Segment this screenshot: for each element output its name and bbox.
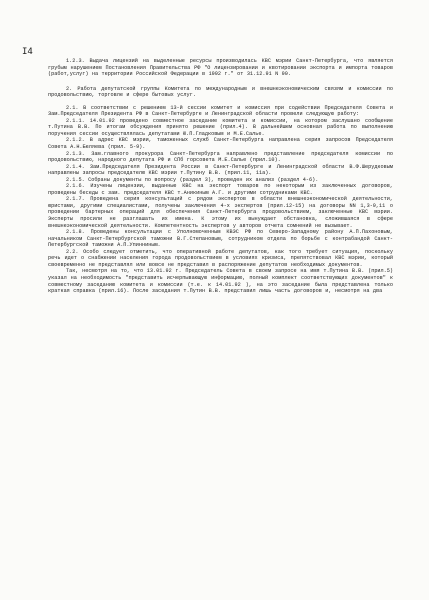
section-2-heading: 2. Работа депутатской группы Комитета по международным и внешнеэкономическим связям и комиссии по продовольствию, торговле и сфере бытовых услуг. xyxy=(48,85,393,99)
paragraph-2-1-8: 2.1.8. Проведены консультации с Уполномоченным КВЭС РФ по Северо-Западному району А.П.Пахоновым, начальником Санкт-Петербургской таможни В.Г.Степановым, сотрудником отдела по борьбе с контрабандой Санкт-Петербургской таможни А.П.Упинниным. xyxy=(48,229,393,249)
document-body xyxy=(48,58,393,295)
paragraph-2-1-1: 2.1.1. 14.01.92 проведено совместное заседание комитета и комиссии, на котором заслушано сообщение т.Путина В.В. По итогам обсуждения принято решение (прил.4). В дальнейшем основная работа по выполнению поручения сессии осуществлялась депутатами Ю.П.Гладковым и М.Е.Салье. xyxy=(48,117,393,137)
paragraph-2-1-6: 2.1.6. Изучены лицензии, выданные КВС на экспорт товаров по некоторым из заключенных договоров, проведены беседы с зам. председателя КВС т.Аникиным А.Г. и другими сотрудниками КВС. xyxy=(48,183,393,196)
paragraph-2-1-4: 2.1.4. Зам.Председателя Президента России в Санкт-Петербурге и Ленинградской области В.Ф.Шерудковым направлены запросы председателю КВС мэрии т.Путину В.В. (прил.11, 11а). xyxy=(48,163,393,177)
paragraph-2-1-2: 2.1.2. В адрес КВС мэрии, таможенных служб Санкт-Петербурга направлена серия запросов Председателя Совета А.Н.Беляева (прил. 5-9). xyxy=(48,137,393,151)
paragraph-2-1: 2.1. В соответствии с решением 13-й сессии комитет и комиссия при содействии Председателя Совета и Зам.Председателя Президента РФ в Санкт-Петербурге и Ленинградской области провели следующую работу: xyxy=(48,104,393,118)
paragraph-2-2: 2.2. Особо следует отметить, что оперативной работе депутатов, как того требует ситуация, поскольку речь идет о снабжении населения города продовольствием в условиях кризиса, препятствовал КВС мэрии, который своевременно не представлял или вовсе не представил в распоряжение депутатов необходимых документов. xyxy=(48,248,393,268)
paragraph-2-2-continued: Так, несмотря на то, что 13.01.92 г. Председатель Совета в своем запросе на имя т.Путина В.В. (прил.5) указал на необходимость "представить исчерпывающую информацию, полный комплект соответствующих документов" к совместному заседанию комитета и комиссии (т.е. к 14.01.92 ), на это заседание была представлена только краткая справка (прил.16). После заседания т.Путин В.В. представил лишь часть договоров и, несмотря на два xyxy=(48,268,393,295)
paragraph-2-1-3: 2.1.3. Зам.главного прокурора Санкт-Петербурга направлено представление председателя комиссии по продовольствию, народного депутата РФ и СПб горсовета М.Е.Салье (прил.10). xyxy=(48,150,393,164)
paragraph-1-2-3: 1.2.3. Выдача лицензий на выделенные ресурсы производилась КВС мэрии Санкт-Петербурга, что является грубым нарушением Постановления Правительства РФ "О лицензировании и квотировании экспорта и импорта товаров (работ,услуг) на территории Российской Федерации в 1992 г." от 31.12.91 N 90. xyxy=(48,58,393,78)
page-number: I4 xyxy=(22,47,33,57)
paragraph-2-1-7: 2.1.7. Проведена серия консультаций с рядом экспертов в области внешнеэкономической деятельности, юристами, другими специалистами, получены заключения 4-х экспертов (прил.12-15) на договоры NN 1,3-9,11 о проведении бартерных операций для обеспечения Санкт-Петербурга продовольствием, заключенные КВС мэрии. Эксперты просили не разглашать их имена. К этому их вынуждает обстановка, сложившаяся в сфере внешнеэкономической деятельности. Компетентность экспертов у авторов отчета сомнений не вызывает. xyxy=(48,196,393,229)
paragraph-2-1-5: 2.1.5. Собраны документы по вопросу (раздел 3), проведен их анализ (раздел 4-6). xyxy=(66,176,319,183)
